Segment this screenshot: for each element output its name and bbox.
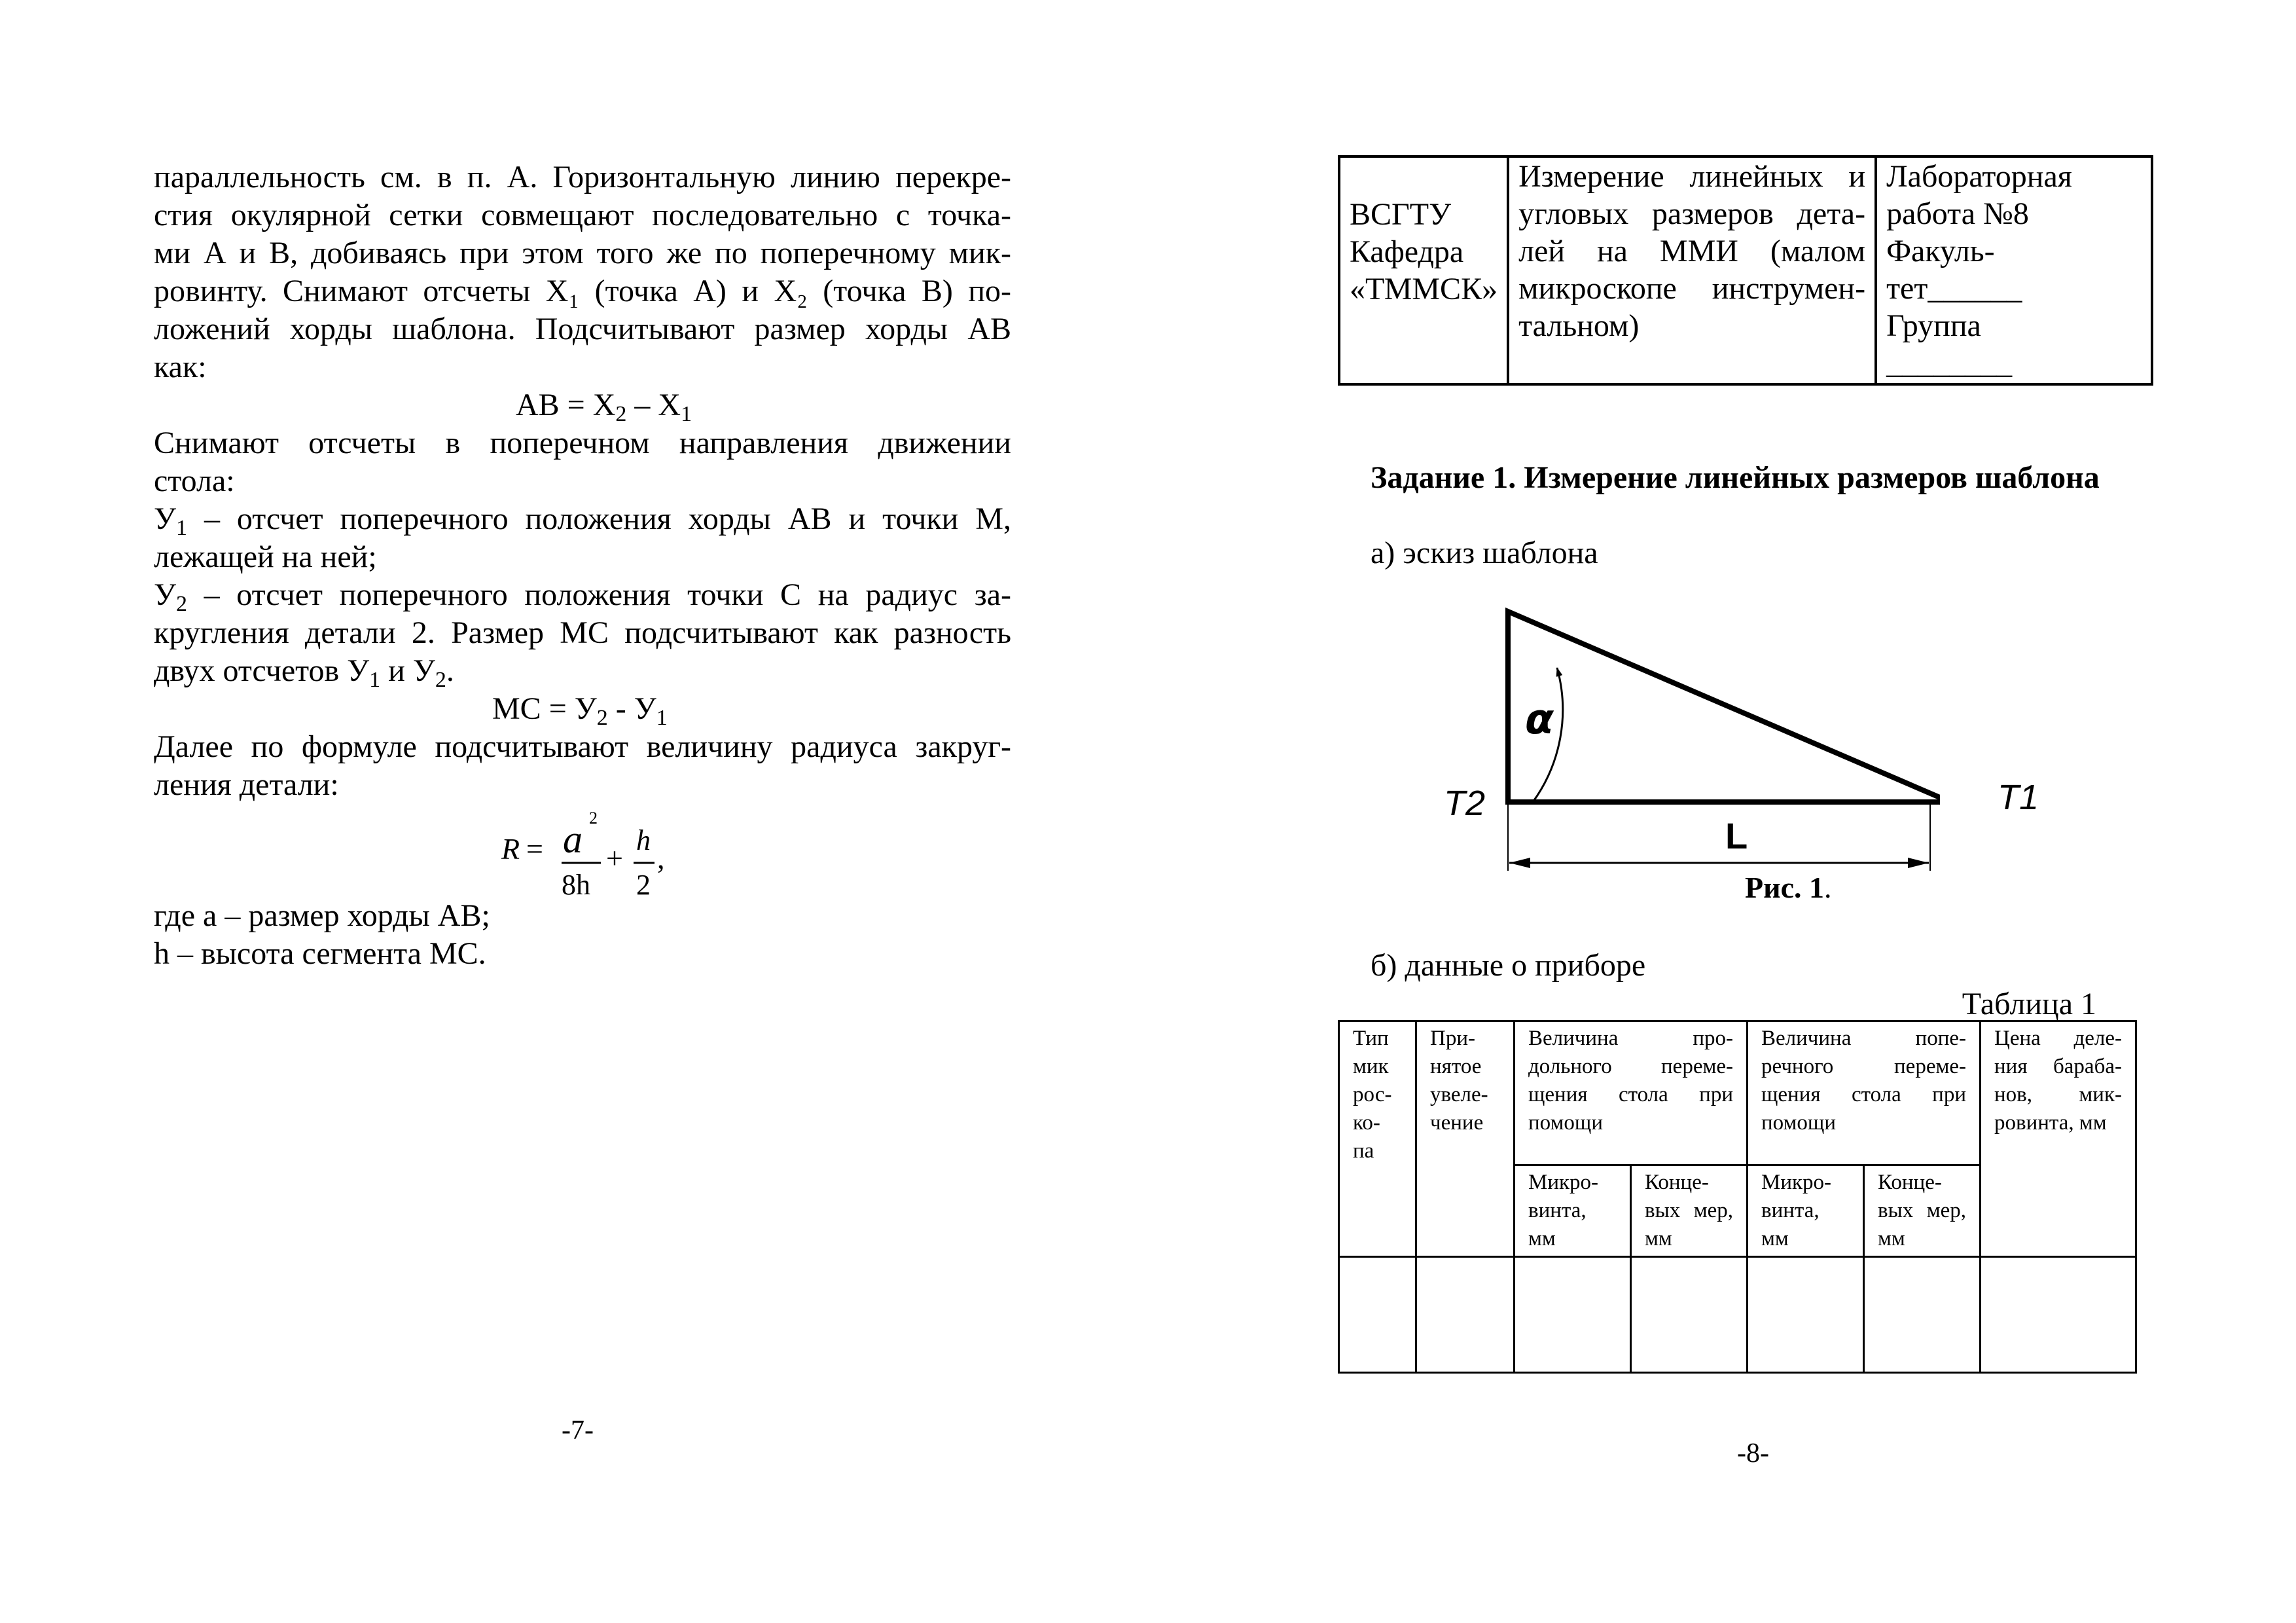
text-line: Далее по формуле подсчитывают величину радиуса закруг-	[154, 729, 1011, 764]
formula-radius	[497, 800, 694, 905]
sketch-label: а) эскиз шаблона	[1371, 536, 1598, 570]
table-caption: Таблица 1	[1962, 987, 2096, 1021]
table-cell	[1631, 1257, 1748, 1373]
formula-ab: АВ = $X_2 - X_1$	[516, 388, 692, 426]
svg-text:2: 2	[589, 809, 598, 828]
header-magnification: При- нятое увеле- чение	[1416, 1021, 1515, 1257]
paragraph-1	[154, 158, 1011, 348]
where-block	[154, 897, 1011, 973]
svg-text:2: 2	[636, 869, 651, 901]
svg-text:a: a	[563, 818, 583, 861]
header-transverse: Величина попе- речного переме- щения стола при помощи	[1748, 1021, 1981, 1165]
header-title-cell: Измерение линейных и угловых размеров дета- лей на ММИ (малом микроскопе инструмен- тальном)	[1508, 156, 1876, 384]
table-cell	[1339, 1257, 1416, 1373]
subheader-trans-gauge-blocks: Конце- вых мер, мм	[1864, 1165, 1981, 1257]
device-label: б) данные о приборе	[1371, 948, 1646, 983]
formula-mc: МС = $У_2 - У_1$	[492, 691, 668, 730]
header-division-price: Цена деле- ния бараба- нов, мик- ровинта, мм	[1981, 1021, 2136, 1257]
alpha-label: α	[1525, 695, 1554, 744]
svg-text:+: +	[606, 841, 623, 875]
header-work-cell: Лабораторная работа №8 Факуль- тет______ Группа ________	[1876, 156, 2152, 384]
paragraph-3	[154, 728, 1011, 804]
header-longitudinal: Величина про- дольного переме- щения стола при помощи	[1515, 1021, 1748, 1165]
text-line: где а – размер хорды АВ;	[154, 898, 490, 933]
right-page	[1148, 0, 2296, 1623]
svg-text:h: h	[636, 824, 651, 856]
t1-label-outside: T1	[1998, 778, 2039, 817]
definition-y2: $У_2$ – отсчет поперечного положения точки С на радиус за- кругления детали 2. Размер МС подсчитывают как разность двух отсчетов $У_1$ и $У_2$.	[154, 577, 1011, 692]
table-cell	[1416, 1257, 1515, 1373]
header-microscope-type: Тип мик рос- ко- па	[1339, 1021, 1416, 1257]
text-line: ления детали:	[154, 767, 339, 802]
t2-label: T2	[1444, 784, 1486, 823]
text-line: ми А и В, добиваясь при этом того же по поперечному мик-	[154, 236, 1011, 270]
text-line: h – высота сегмента МС.	[154, 936, 486, 971]
text-line: параллельность см. в п. А. Горизонтальную линию перекре-	[154, 160, 1011, 194]
task-title: Задание 1. Измерение линейных размеров шаблона	[1371, 460, 2100, 495]
page-number: -7-	[562, 1415, 594, 1446]
paragraph-2	[154, 424, 1011, 500]
subheader-trans-microscrew: Микро- винта, мм	[1748, 1165, 1864, 1257]
table-cell	[1748, 1257, 1864, 1373]
text-line: как:	[154, 350, 207, 384]
table-row	[1339, 1257, 2136, 1373]
text-line: лежащей на ней;	[154, 539, 377, 574]
text-line: стола:	[154, 464, 235, 498]
table-cell	[1864, 1257, 1981, 1373]
header-org-cell: ВСГТУ Кафедра «ТММСК»	[1339, 156, 1508, 384]
svg-text:8h: 8h	[562, 869, 590, 901]
text-line: Снимают отсчеты в поперечном направления движении	[154, 426, 1011, 460]
text-line: стия окулярной сетки совмещают последовательно с точка-	[154, 198, 1011, 232]
svg-text:R: R	[501, 832, 520, 866]
text-line: кругления детали 2. Размер МС подсчитывают как разность	[154, 615, 1011, 650]
text-line: ровинту. Снимают отсчеты X₁ (точка А) и X₂ (точка В) по-	[154, 274, 1011, 308]
header-table	[1338, 155, 2153, 386]
length-label: L	[1725, 815, 1748, 856]
svg-text:,: ,	[657, 841, 665, 875]
text-line: ложений хорды шаблона. Подсчитывают размер хорды АВ	[154, 312, 1011, 346]
page-number: -8-	[1737, 1438, 1769, 1468]
triangle-shape	[1508, 611, 1940, 802]
subheader-long-microscrew: Микро- винта, мм	[1515, 1165, 1631, 1257]
svg-text:=: =	[526, 832, 543, 866]
definition-y1: $У_1$ – отсчет поперечного положения хорды АВ и точки М, лежащей на ней;	[154, 500, 1011, 576]
figure-caption: Рис. 1.	[1745, 871, 1832, 904]
device-data-table	[1338, 1020, 2137, 1374]
subheader-long-gauge-blocks: Конце- вых мер, мм	[1631, 1165, 1748, 1257]
table-cell	[1515, 1257, 1631, 1373]
table-cell	[1981, 1257, 2136, 1373]
template-sketch	[1443, 596, 1940, 884]
